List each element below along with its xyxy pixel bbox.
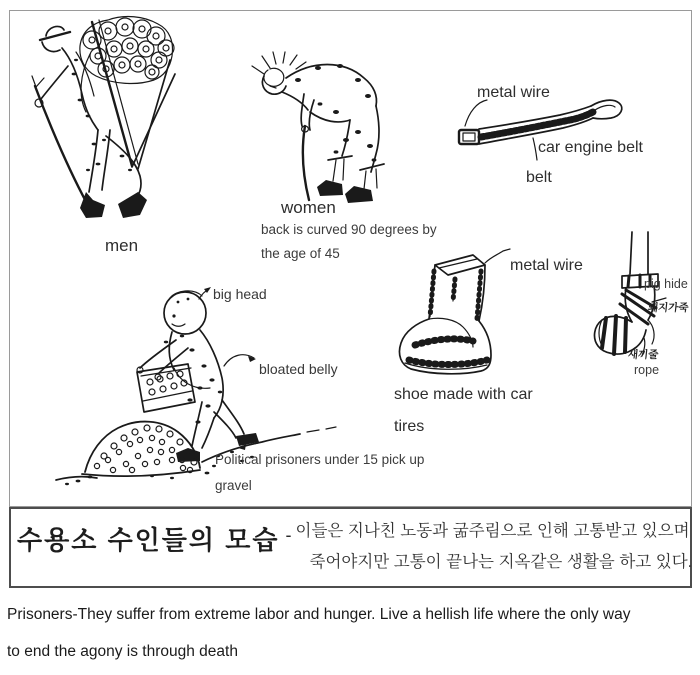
caption-title: 수용소 수인들의 모습 [17,525,280,555]
english-caption-line-2: to end the agony is through death [7,643,238,660]
label-pig-hide: pig hide [644,277,688,291]
bloated-belly-arrow-icon [224,355,256,366]
caption-line-1: 이들은 지나친 노동과 굶주림으로 인해 고통받고 있으며 [295,522,690,540]
label-belt: belt [526,169,552,186]
boot-shape [399,249,510,374]
caption-line-2: 죽어야지만 고통이 끝나는 지옥같은 생활을 하고 있다. [309,553,693,571]
caption-separator: - [285,525,292,545]
woman-bent-drawing [246,52,426,212]
label-women: women [281,198,336,217]
gravel-basket [137,364,195,412]
label-pig-hide-korean: 돼지가죽 [647,302,690,314]
label-women-note-1: back is curved 90 degrees by [261,222,437,237]
man-carrying-logs-drawing [32,16,207,251]
english-caption [7,596,630,670]
label-rope-korean: 새끼줄 [627,349,660,361]
english-caption-line-1: Prisoners-They suffer from extreme labor and hunger. Live a hellish life where the only way [7,606,631,623]
label-big-head: big head [213,286,267,302]
label-shoe-metal-wire: metal wire [510,257,583,274]
label-shoe-1: shoe made with car [394,386,533,403]
child-body [137,291,259,462]
tire-shoe-drawing [393,247,515,389]
caption-box [9,507,692,588]
caption-body [296,516,693,578]
label-men: men [105,236,139,255]
label-bloated-belly: bloated belly [259,361,338,377]
label-shoe-2: tires [394,418,425,435]
label-belt-metal-wire: metal wire [477,84,550,101]
label-car-engine-belt: car engine belt [538,139,643,156]
label-rope: rope [634,363,660,377]
label-women-note-2: the age of 45 [261,246,340,261]
woman-body [252,52,384,203]
label-child-note-1: Political prisoners under 15 pick up [215,452,425,467]
big-head-arrow-icon [197,286,213,301]
foot-wrap-shape [595,232,666,356]
label-child-note-2: gravel [215,478,252,493]
